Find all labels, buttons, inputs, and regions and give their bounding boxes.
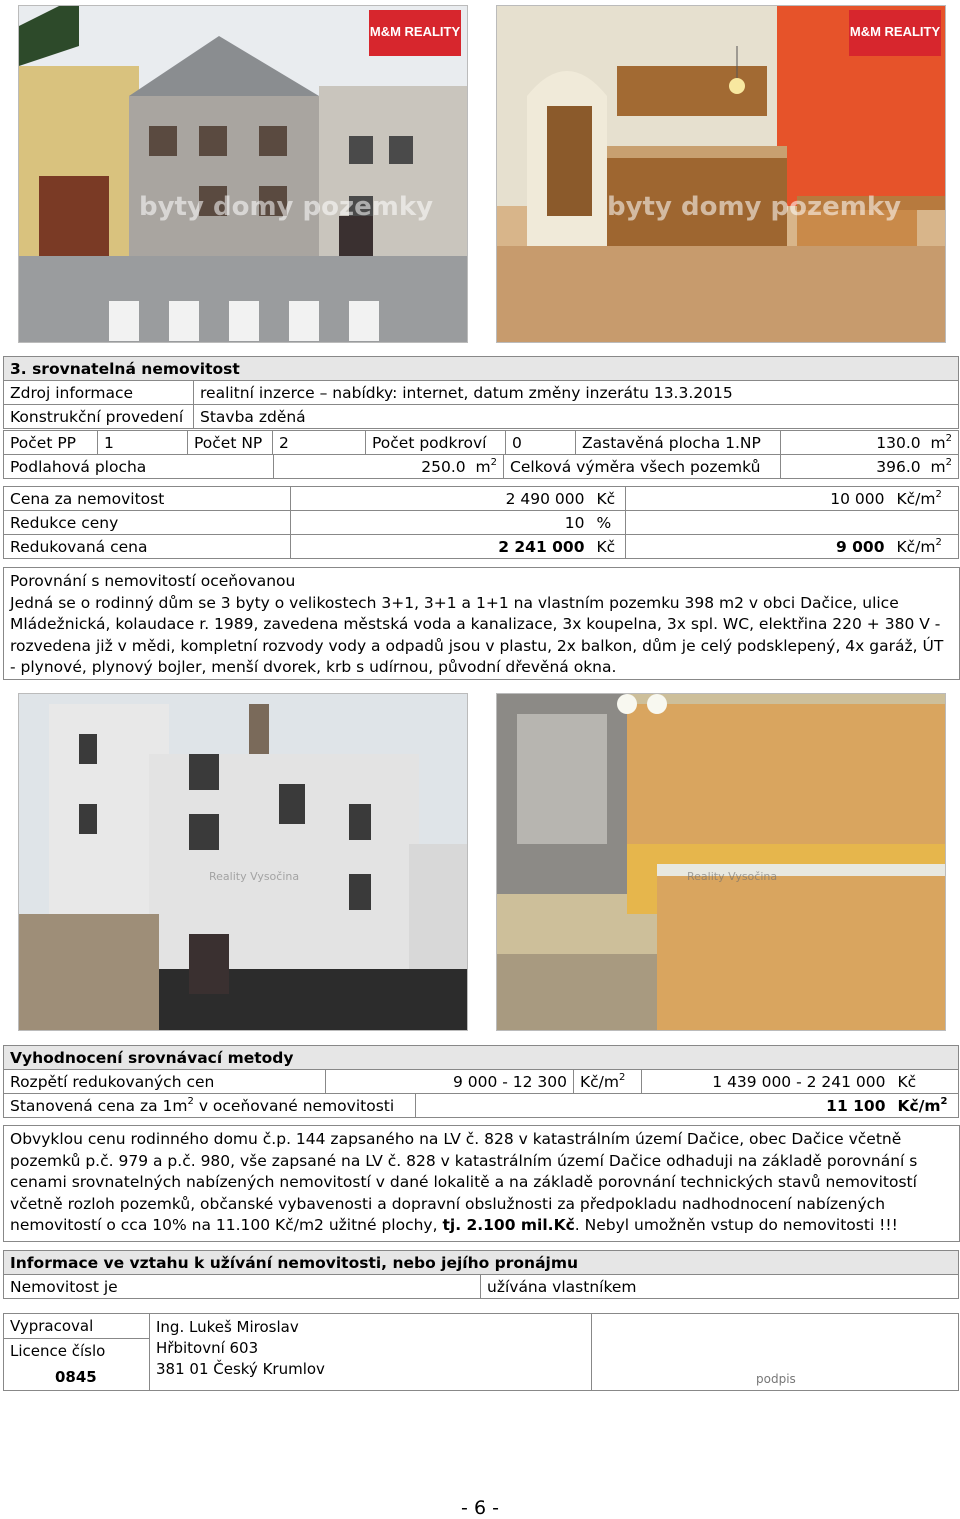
conclusion-value: tj. 2.100 mil.Kč <box>442 1216 575 1234</box>
price-currency: Kč <box>591 487 626 511</box>
author-name: Ing. Lukeš Miroslav <box>156 1318 299 1336</box>
photo-watermark: Reality Vysočina <box>209 870 300 883</box>
range-total: 1 439 000 - 2 241 000 <box>642 1070 892 1094</box>
np-value: 2 <box>273 431 366 455</box>
signature-cell <box>591 1314 959 1390</box>
set-price-value: 11 100 <box>416 1094 892 1118</box>
realty-logo: M&M REALITY <box>849 10 941 56</box>
usage-value: užívána vlastníkem <box>481 1275 959 1299</box>
usage-title: Informace ve vztahu k užívání nemovitosti, nebo jejího pronájmu <box>4 1251 959 1275</box>
np-label: Počet NP <box>188 431 273 455</box>
price-value: 2 490 000 <box>291 487 591 511</box>
signature-label: podpis <box>756 1372 796 1386</box>
reduced-currency: Kč <box>591 535 626 559</box>
photo-watermark: byty domy pozemky <box>607 192 902 222</box>
price-per-m2-unit: $Kč/m^2$ <box>891 487 959 511</box>
construction-label: Konstrukční provedení <box>4 405 194 429</box>
attic-label: Počet podkroví <box>366 431 506 455</box>
reduction-label: Redukce ceny <box>4 511 291 535</box>
area-table <box>3 454 959 479</box>
set-price-label: Stanovená cena za $1m^2$ v oceňované nemovitosti <box>4 1094 416 1118</box>
page-number: - 6 - <box>461 1497 499 1519</box>
source-label: Zdroj informace <box>4 381 194 405</box>
reduced-per-m2: 9 000 <box>626 535 891 559</box>
range-total-currency: Kč <box>892 1070 959 1094</box>
licence-number: 0845 <box>55 1368 97 1386</box>
attic-value: 0 <box>506 431 576 455</box>
comparison-title: Porovnání s nemovitostí oceňovanou <box>10 572 296 590</box>
prices-table <box>3 486 959 559</box>
author-label: Vypracoval <box>10 1317 94 1335</box>
evaluation-title: Vyhodnocení srovnávací metody <box>4 1046 959 1070</box>
author-street: Hřbitovní 603 <box>156 1339 259 1357</box>
pp-label: Počet PP <box>4 431 98 455</box>
evaluation-table <box>3 1045 959 1118</box>
usage-table <box>3 1250 959 1299</box>
author-city: 381 01 Český Krumlov <box>156 1360 325 1378</box>
author-address <box>156 1317 325 1380</box>
reduction-unit: % <box>591 511 626 535</box>
comparison-text: Jedná se o rodinný dům se 3 byty o velikostech 3+1, 3+1 a 1+1 na vlastním pozemku 398 m2 v obci Dačice, ulice Mládežnická, kolaudace r. 1989, zavedena městská voda a kanalizace, 3x koupelna, 3x spl. WC, elektřina 220 + 380 V - rozvedena již v mědi, kompletní rozvody vody a odpadů jsou v plastu, 2x balkon, dům je celý podsklepený, 4x garáž, ÚT - plynové, plynový bojler, menší dvorek, krb s udírnou, původní dřevěná okna. <box>10 593 944 676</box>
photo-watermark: Reality Vysočina <box>687 870 778 883</box>
conclusion-box <box>3 1125 960 1242</box>
reduced-label: Redukovaná cena <box>4 535 291 559</box>
land-area-value: 396.0 $m^2$ <box>781 455 959 479</box>
built-area-value: 130.0 $m^2$ <box>781 431 959 455</box>
price-label: Cena za nemovitost <box>4 487 291 511</box>
conclusion-note: . Nebyl umožněn vstup do nemovitosti !!! <box>574 1216 898 1234</box>
photo-kitchen-1 <box>496 5 946 343</box>
price-per-m2: 10 000 <box>626 487 891 511</box>
author-label-cell <box>4 1314 150 1390</box>
source-value: realitní inzerce – nabídky: internet, datum změny inzerátu 13.3.2015 <box>194 381 959 405</box>
land-area-label: Celková výměra všech pozemků <box>504 455 781 479</box>
licence-label: Licence číslo <box>10 1342 106 1360</box>
range-per-m2-unit: $Kč/m^2$ <box>574 1070 642 1094</box>
reduced-per-m2-unit: $Kč/m^2$ <box>891 535 959 559</box>
photo-kitchen-2 <box>496 693 946 1031</box>
section-title: 3. srovnatelná nemovitost <box>4 357 959 381</box>
photo-house-exterior-1 <box>18 5 468 343</box>
conclusion-text: Obvyklou cenu rodinného domu č.p. 144 zapsaného na LV č. 828 v katastrálním území Dačice, obec Dačice včetně pozemků p.č. 979 a p.č. 980, vše zapsané na LV č. 828 v katastrálním území Dačice odhaduji na základě porovnání s cenami srovnatelných nabízených nemovitostí v dané lokalitě a na základě porovnání technických stavů nemovitostí včetně rozloh pozemků, občanské vybavenosti a dopravní obslužnosti za předpokladu nadhodnocení nabízených nemovitostí o cca 10% na 11.100 Kč/m2 užitné plochy, <box>10 1130 918 1234</box>
usage-label: Nemovitost je <box>4 1275 481 1299</box>
realty-logo: M&M REALITY <box>369 10 461 56</box>
counts-table <box>3 430 959 455</box>
photo-house-exterior-2 <box>18 693 468 1031</box>
range-per-m2: 9 000 - 12 300 <box>326 1070 574 1094</box>
author-box <box>3 1313 959 1391</box>
reduced-value: 2 241 000 <box>291 535 591 559</box>
built-area-label: Zastavěná plocha 1.NP <box>576 431 781 455</box>
set-price-unit: $Kč/m^2$ <box>892 1094 959 1118</box>
range-label: Rozpětí redukovaných cen <box>4 1070 326 1094</box>
photo-watermark: byty domy pozemky <box>139 192 434 222</box>
floor-area-value: 250.0 $m^2$ <box>274 455 504 479</box>
reduction-value: 10 <box>291 511 591 535</box>
comparable-table <box>3 356 959 429</box>
construction-value: Stavba zděná <box>194 405 959 429</box>
floor-area-label: Podlahová plocha <box>4 455 274 479</box>
pp-value: 1 <box>98 431 188 455</box>
comparison-box <box>3 567 960 680</box>
